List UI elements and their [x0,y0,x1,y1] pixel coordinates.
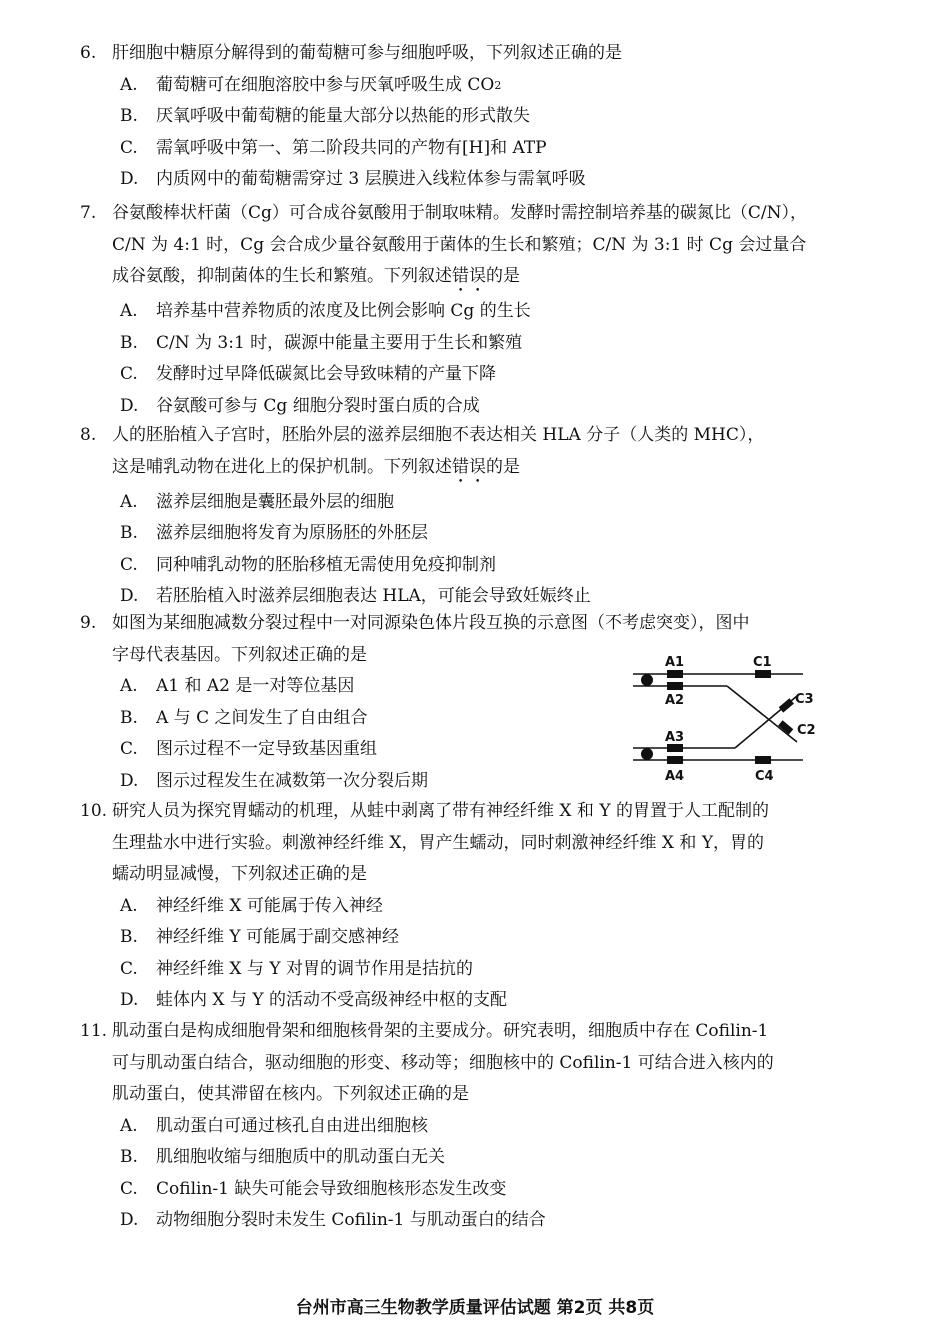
option-c: C. 神经纤维 X 与 Y 对胃的调节作用是拮抗的 [120,958,473,979]
option-d: D. 谷氨酸可参与 Cg 细胞分裂时蛋白质的合成 [120,395,480,416]
emphasis-mark: 错误 [452,456,486,477]
question-8 [80,420,880,613]
option-a: A. 培养基中营养物质的浓度及比例会影响 Cg 的生长 [120,301,531,321]
gene-marker-a2 [667,682,683,690]
centromere [641,674,653,686]
gene-marker-c4 [755,756,771,764]
gene-label-a1: A1 [665,655,685,670]
gene-label-a2: A2 [665,693,685,708]
option-c: C. 图示过程不一定导致基因重组 [120,739,377,759]
emphasis-mark: 错误 [452,266,486,286]
question-stem-line: 肌动蛋白，使其滞留在核内。下列叙述正确的是 [112,1084,469,1104]
chromatid-line [727,686,797,742]
question-stem-line: 肌动蛋白是构成细胞骨架和细胞核骨架的主要成分。研究表明，细胞质中存在 Cofilin-1 [112,1021,769,1041]
option-a: A. A1 和 A2 是一对等位基因 [120,676,355,696]
question-stem-line: 人的胚胎植入子宫时，胚胎外层的滋养层细胞不表达相关 HLA 分子（人类的 MHC）， [112,425,765,445]
question-6 [80,38,880,196]
question-stem-line: 生理盐水中进行实验。刺激神经纤维 X，胃产生蠕动，同时刺激神经纤维 X 和 Y，胃的 [112,832,765,853]
option-d: D. 若胚胎植入时滋养层细胞表达 HLA，可能会导致妊娠终止 [120,586,591,606]
option-b: B. 滋养层细胞将发育为原肠胚的外胚层 [120,523,428,543]
question-stem-line: 谷氨酸棒状杆菌（Cg）可合成谷氨酸用于制取味精。发酵时需控制培养基的碳氮比（C/N）， [112,203,807,223]
option-b: B. 厌氧呼吸中葡萄糖的能量大部分以热能的形式散失 [120,106,530,126]
option-d: D. 内质网中的葡萄糖需穿过 3 层膜进入线粒体参与需氧呼吸 [120,169,586,189]
gene-label-c2: C2 [797,723,816,738]
question-stem-line: 字母代表基因。下列叙述正确的是 [112,644,367,665]
question-number: 8. [80,425,97,445]
option-b: B. 神经纤维 Y 可能属于副交感神经 [120,927,400,947]
question-stem-line: C/N 为 4:1 时，Cg 会合成少量谷氨酸用于菌体的生长和繁殖；C/N 为 3:1 时 Cg 会过量合 [112,234,807,255]
option-b: B. C/N 为 3:1 时，碳源中能量主要用于生长和繁殖 [120,332,523,353]
gene-label-c1: C1 [753,655,772,670]
gene-marker-a3 [667,744,683,752]
option-a: A. 滋养层细胞是囊胚最外层的细胞 [120,491,394,512]
gene-label-c4: C4 [755,769,774,784]
gene-marker-a4 [667,756,683,764]
question-number: 10. [80,801,108,821]
gene-marker-a1 [667,670,683,678]
question-number: 11. [80,1021,108,1041]
question-stem-line: 蠕动明显减慢，下列叙述正确的是 [112,864,367,884]
option-a: A. 葡萄糖可在细胞溶胶中参与厌氧呼吸生成 CO 2 [120,74,502,95]
option-c: C. 同种哺乳动物的胚胎移植无需使用免疫抑制剂 [120,554,496,575]
option-c: C. 需氧呼吸中第一、第二阶段共同的产物有[H]和 ATP [120,137,547,158]
gene-marker-c1 [755,670,771,678]
option-b: B. A 与 C 之间发生了自由组合 [120,707,368,728]
option-a: A. 神经纤维 X 可能属于传入神经 [120,895,383,916]
question-7 [80,198,880,422]
option-c: C. Cofilin-1 缺失可能会导致细胞核形态发生改变 [120,1178,507,1199]
question-stem-line: 研究人员为探究胃蠕动的机理，从蛙中剥离了带有神经纤维 X 和 Y 的胃置于人工配制的 [112,801,769,821]
option-b: B. 肌细胞收缩与细胞质中的肌动蛋白无关 [120,1147,445,1167]
gene-label-a4: A4 [665,769,685,784]
question-number: 9. [80,613,97,633]
question-stem-line: 可与肌动蛋白结合，驱动细胞的形变、移动等；细胞核中的 Cofilin-1 可结合进入核内的 [112,1052,774,1073]
question-10 [80,796,880,1017]
question-number: 7. [80,203,97,223]
option-d: D. 图示过程发生在减数第一次分裂后期 [120,770,428,791]
question-number: 6. [80,43,97,63]
gene-label-a3: A3 [665,730,685,745]
question-stem-line: 如图为某细胞减数分裂过程中一对同源染色体片段互换的示意图（不考虑突变），图中 [112,613,750,633]
page-footer: 台州市高三生物教学质量评估试题 第2页 共8页 [295,1298,655,1318]
option-a: A. 肌动蛋白可通过核孔自由进出细胞核 [120,1115,428,1136]
question-stem: 肝细胞中糖原分解得到的葡萄糖可参与细胞呼吸，下列叙述正确的是 [112,43,622,63]
question-11 [80,1016,880,1237]
option-d: D. 动物细胞分裂时未发生 Cofilin-1 与肌动蛋白的结合 [120,1210,546,1230]
centromere [641,748,653,760]
option-c: C. 发酵时过早降低碳氮比会导致味精的产量下降 [120,364,496,384]
question-stem-line: 成谷氨酸，抑制菌体的生长和繁殖。下列叙述错误的是 [112,266,520,286]
chromosome-crossover-diagram [625,648,835,788]
option-d: D. 蛙体内 X 与 Y 的活动不受高级神经中枢的支配 [120,990,507,1010]
gene-label-c3: C3 [795,692,814,707]
question-stem-line: 这是哺乳动物在进化上的保护机制。下列叙述错误的是 [112,456,520,477]
